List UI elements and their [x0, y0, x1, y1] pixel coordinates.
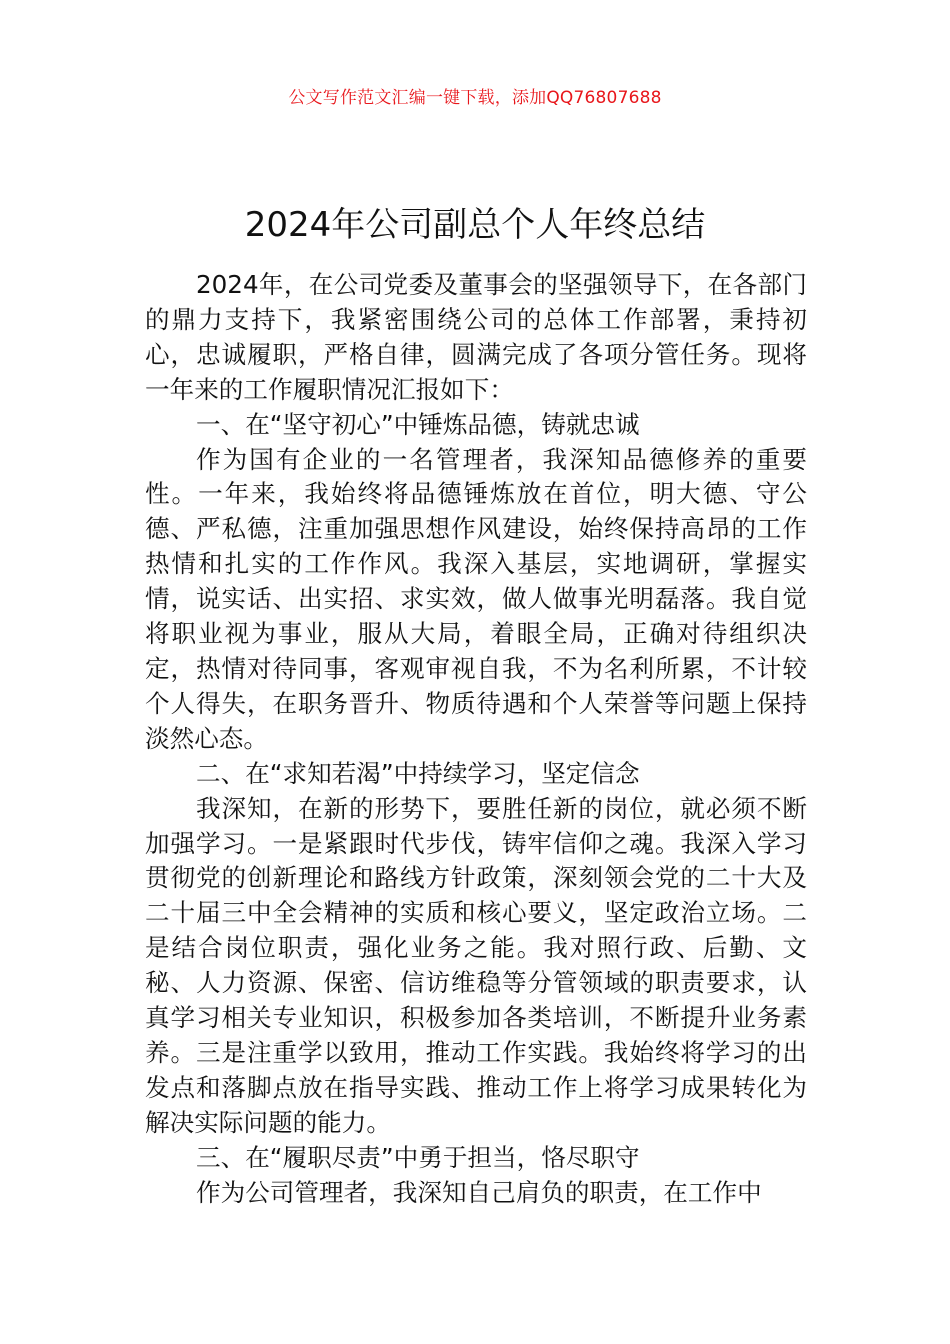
document-body	[145, 268, 807, 1210]
section-2-paragraph: 我深知，在新的形势下，要胜任新的岗位，就必须不断加强学习。一是紧跟时代步伐，铸牢信仰之魂。我深入学习贯彻党的创新理论和路线方针政策，深刻领会党的二十大及二十届三中全会精神的实质和核心要义，坚定政治立场。二是结合岗位职责，强化业务之能。我对照行政、后勤、文秘、人力资源、保密、信访维稳等分管领域的职责要求，认真学习相关专业知识，积极参加各类培训，不断提升业务素养。三是注重学以致用，推动工作实践。我始终将学习的出发点和落脚点放在指导实践、推动工作上将学习成果转化为解决实际问题的能力。	[145, 793, 807, 1137]
header-download-note: 公文写作范文汇编一键下载，添加QQ76807688	[288, 88, 662, 108]
section-1-paragraph: 作为国有企业的一名管理者，我深知品德修养的重要性。一年来，我始终将品德锤炼放在首位，明大德、守公德、严私德，注重加强思想作风建设，始终保持高昂的工作热情和扎实的工作作风。我深入基层，实地调研，掌握实情，说实话、出实招、求实效，做人做事光明磊落。我自觉将职业视为事业，服从大局，着眼全局，正确对待组织决定，热情对待同事，客观审视自我，不为名利所累，不计较个人得失，在职务晋升、物质待遇和个人荣誉等问题上保持淡然心态。	[145, 444, 807, 753]
document-title: 2024年公司副总个人年终总结	[244, 204, 706, 245]
section-heading-1: 一、在“坚守初心”中锤炼品德，铸就忠诚	[196, 409, 640, 439]
intro-paragraph: 2024年，在公司党委及董事会的坚强领导下，在各部门的鼎力支持下，我紧密围绕公司的总体工作部署，秉持初心，忠诚履职，严格自律，圆满完成了各项分管任务。现将一年来的工作履职情况汇报如下：	[145, 270, 807, 404]
section-3-paragraph: 作为公司管理者，我深知自己肩负的职责，在工作中	[196, 1177, 762, 1207]
section-heading-2: 二、在“求知若渴”中持续学习，坚定信念	[196, 758, 640, 788]
section-heading-3: 三、在“履职尽责”中勇于担当，恪尽职守	[196, 1142, 640, 1172]
